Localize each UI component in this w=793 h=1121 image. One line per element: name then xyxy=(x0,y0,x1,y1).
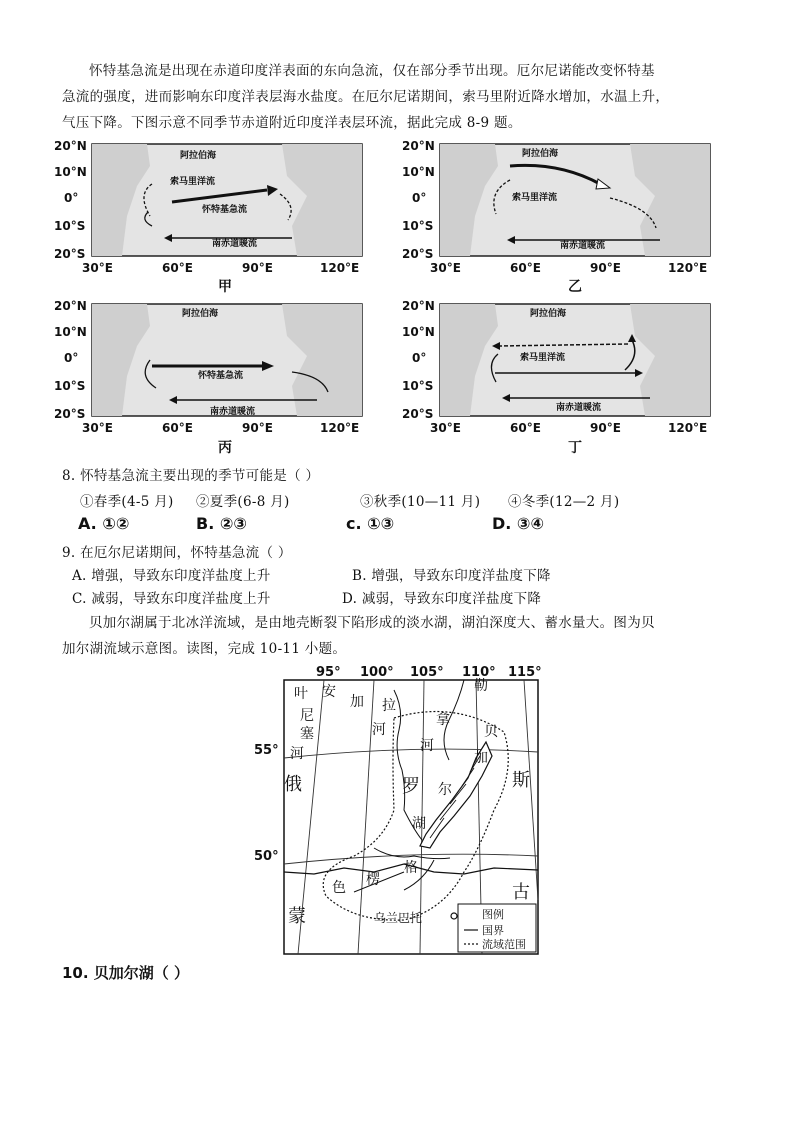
map-char: 罗 xyxy=(402,776,420,797)
lat-label: 20°N xyxy=(54,139,87,153)
map-char: 勒 xyxy=(474,678,488,694)
map-char: 拉 xyxy=(382,698,396,714)
lat-label: 10°N xyxy=(402,325,435,339)
label-somali-current: 索马里洋流 xyxy=(520,353,566,363)
q8-option-d[interactable]: D. ③④ xyxy=(492,514,545,533)
map-char: 格 xyxy=(404,860,418,876)
lat-label: 10°N xyxy=(54,165,87,179)
lon-label: 110° xyxy=(462,665,496,680)
lat-label: 20°N xyxy=(402,139,435,153)
map-char: 斯 xyxy=(512,770,530,791)
map-char: 湖 xyxy=(412,816,426,832)
map-char: 安 xyxy=(322,684,336,700)
label-somali-current: 索马里洋流 xyxy=(512,193,558,203)
map-ding xyxy=(400,296,725,436)
map-char: 色 xyxy=(332,880,346,896)
lat-label: 10°N xyxy=(402,165,435,179)
lon-label: 60°E xyxy=(510,261,541,275)
label-south-equatorial: 南赤道暖流 xyxy=(210,407,256,417)
map-char: 河 xyxy=(372,722,386,738)
q8-season-4: ④冬季(12—2 月) xyxy=(508,494,620,510)
lon-label: 30°E xyxy=(82,261,113,275)
lon-label: 115° xyxy=(508,665,542,680)
map-caption-bing: 丙 xyxy=(218,440,232,456)
q8-season-2: ②夏季(6-8 月) xyxy=(196,494,290,510)
lat-label: 10°N xyxy=(54,325,87,339)
map-char: 尼 xyxy=(300,708,314,724)
baikal-basin-map xyxy=(254,660,544,956)
label-wyrtki-jet: 怀特基急流 xyxy=(202,205,248,215)
lon-label: 95° xyxy=(316,665,341,680)
lon-label: 90°E xyxy=(242,261,273,275)
lon-label: 60°E xyxy=(162,421,193,435)
map-char: 塞 xyxy=(300,726,314,742)
q8-option-b[interactable]: B. ②③ xyxy=(196,514,247,533)
label-arabian-sea: 阿拉伯海 xyxy=(522,149,559,159)
lat-label: 10°S xyxy=(402,219,434,233)
legend-basin: 流域范围 xyxy=(482,938,526,951)
legend-title: 图例 xyxy=(482,908,504,921)
lat-label: 20°S xyxy=(402,407,434,421)
map-char: 古 xyxy=(512,882,530,903)
intro2-line-2: 加尔湖流域示意图。读图，完成 10-11 小题。 xyxy=(62,641,347,657)
map-char: 加 xyxy=(474,750,488,766)
label-somali-current: 索马里洋流 xyxy=(170,177,216,187)
lon-label: 90°E xyxy=(590,261,621,275)
lon-label: 100° xyxy=(360,665,394,680)
lat-label: 0° xyxy=(412,191,427,205)
label-south-equatorial: 南赤道暖流 xyxy=(560,241,606,251)
lat-label: 0° xyxy=(64,191,79,205)
q8-season-1: ①春季(4-5 月) xyxy=(80,494,174,510)
lon-label: 90°E xyxy=(242,421,273,435)
label-south-equatorial: 南赤道暖流 xyxy=(556,403,602,413)
map-caption-yi: 乙 xyxy=(568,279,582,295)
map-char: 加 xyxy=(350,694,364,710)
q9-option-b[interactable]: B. 增强，导致东印度洋盐度下降 xyxy=(352,568,551,584)
lat-label: 20°S xyxy=(54,407,86,421)
map-char: 贝 xyxy=(484,724,498,740)
lon-label: 120°E xyxy=(320,261,360,275)
lon-label: 30°E xyxy=(430,261,461,275)
lat-label: 10°S xyxy=(54,379,86,393)
lat-label: 20°N xyxy=(402,299,435,313)
map-char: 河 xyxy=(420,738,434,754)
q9-option-a[interactable]: A. 增强，导致东印度洋盐度上升 xyxy=(72,568,271,584)
lon-label: 60°E xyxy=(162,261,193,275)
map-char: 蒙 xyxy=(288,906,306,927)
lon-label: 30°E xyxy=(82,421,113,435)
q9-option-d[interactable]: D. 减弱，导致东印度洋盐度下降 xyxy=(342,591,542,607)
intro-line-3: 气压下降。下图示意不同季节赤道附近印度洋表层环流，据此完成 8-9 题。 xyxy=(62,115,522,131)
q8-stem: 8. 怀特基急流主要出现的季节可能是（ ） xyxy=(62,468,320,484)
q8-option-a[interactable]: A. ①② xyxy=(78,514,130,533)
map-char: 河 xyxy=(290,746,304,762)
lat-label: 10°S xyxy=(54,219,86,233)
map-char: 俄 xyxy=(284,774,302,795)
lon-label: 120°E xyxy=(668,261,708,275)
intro-line-2: 急流的强度，进而影响东印度洋表层海水盐度。在厄尔尼诺期间，索马里附近降水增加，水温上升， xyxy=(62,89,670,105)
intro2-line-1: 贝加尔湖属于北冰洋流域，是由地壳断裂下陷形成的淡水湖，湖泊深度大、蓄水量大。图为贝 xyxy=(89,615,655,631)
label-south-equatorial: 南赤道暖流 xyxy=(212,239,258,249)
q8-season-3: ③秋季(10—11 月) xyxy=(360,494,481,510)
map-char: 尔 xyxy=(438,782,452,798)
map-yi xyxy=(400,136,725,276)
label-arabian-sea: 阿拉伯海 xyxy=(530,309,567,319)
lon-label: 90°E xyxy=(590,421,621,435)
lon-label: 105° xyxy=(410,665,444,680)
lat-label: 10°S xyxy=(402,379,434,393)
q10-stem: 10. 贝加尔湖（ ） xyxy=(62,964,190,982)
map-char: 叶 xyxy=(294,686,308,702)
lon-label: 120°E xyxy=(668,421,708,435)
map-char: 楞 xyxy=(366,872,380,888)
map-char: 拿 xyxy=(436,712,450,728)
q8-option-c[interactable]: c. ①③ xyxy=(346,514,395,533)
q9-stem: 9. 在厄尔尼诺期间，怀特基急流（ ） xyxy=(62,545,292,561)
map-jia xyxy=(52,136,377,276)
map-caption-jia: 甲 xyxy=(218,279,232,295)
lon-label: 60°E xyxy=(510,421,541,435)
legend-border: 国界 xyxy=(482,924,504,937)
label-arabian-sea: 阿拉伯海 xyxy=(180,151,217,161)
lon-label: 120°E xyxy=(320,421,360,435)
lat-label: 0° xyxy=(412,351,427,365)
label-arabian-sea: 阿拉伯海 xyxy=(182,309,219,319)
city-ulaanbaatar: 乌兰巴托 xyxy=(374,911,423,925)
map-bing xyxy=(52,296,377,436)
lon-label: 30°E xyxy=(430,421,461,435)
map-caption-ding: 丁 xyxy=(568,440,582,456)
lat-label: 20°S xyxy=(54,247,86,261)
lat-label: 50° xyxy=(254,849,279,864)
lat-label: 55° xyxy=(254,743,279,758)
intro-line-1: 怀特基急流是出现在赤道印度洋表面的东向急流，仅在部分季节出现。厄尔尼诺能改变怀特基 xyxy=(89,63,655,79)
label-wyrtki-jet: 怀特基急流 xyxy=(198,371,244,381)
lat-label: 0° xyxy=(64,351,79,365)
q9-option-c[interactable]: C. 减弱，导致东印度洋盐度上升 xyxy=(72,591,271,607)
lat-label: 20°S xyxy=(402,247,434,261)
lat-label: 20°N xyxy=(54,299,87,313)
